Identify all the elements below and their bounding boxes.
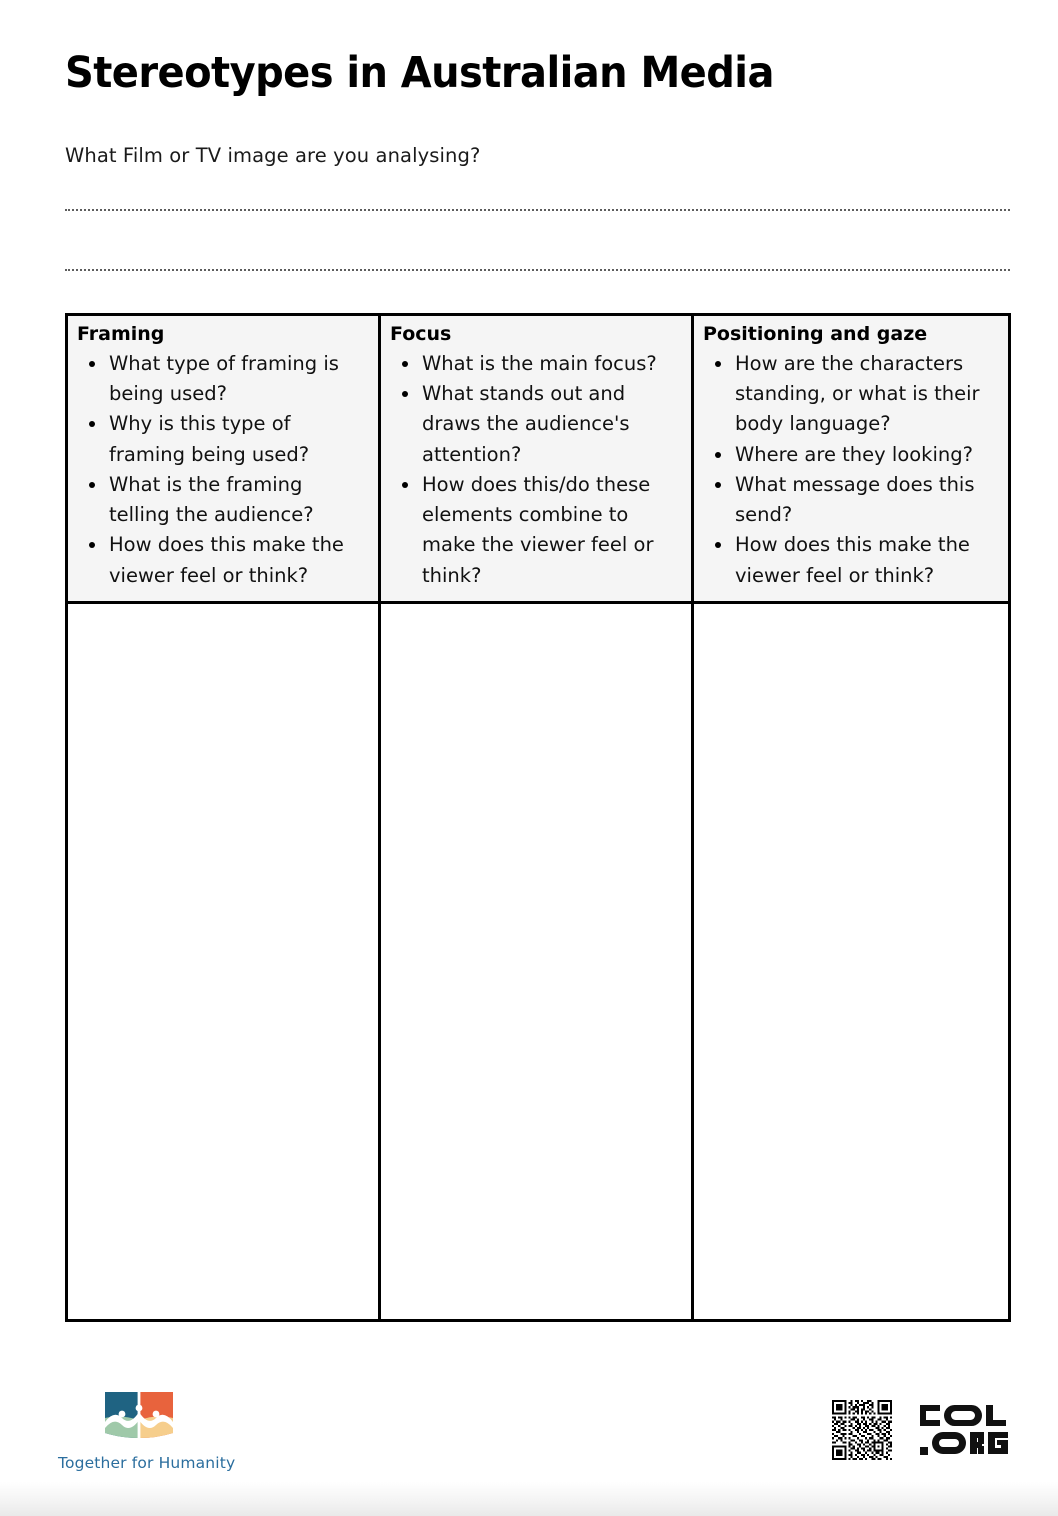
table-header-focus — [380, 315, 693, 603]
column-heading: Framing — [77, 323, 165, 346]
answer-lines — [65, 167, 1010, 271]
question-item: What is the main focus? — [420, 349, 682, 379]
analysis-table — [65, 313, 1011, 1322]
together-for-humanity-icon — [105, 1392, 173, 1445]
response-cell-positioning-and-gaze[interactable] — [693, 602, 1010, 1320]
page-title: Stereotypes in Australian Media — [65, 48, 774, 98]
together-for-humanity-label: Together for Humanity — [58, 1454, 236, 1472]
question-item: What message does this send? — [733, 470, 999, 530]
question-item: How does this make the viewer feel or think? — [107, 530, 369, 590]
response-cell-focus[interactable] — [380, 602, 693, 1320]
question-item: Where are they looking? — [733, 440, 999, 470]
qr-code[interactable] — [832, 1400, 892, 1460]
brand-marks — [832, 1400, 1010, 1460]
question-item: What stands out and draws the audience's attention? — [420, 379, 682, 470]
table-response-row — [67, 602, 1010, 1320]
table-header-framing — [67, 315, 380, 603]
question-list — [390, 349, 682, 591]
question-item: What type of framing is being used? — [107, 349, 369, 409]
column-heading: Positioning and gaze — [703, 323, 928, 346]
question-item: How does this/do these elements combine to make the viewer feel or think? — [420, 470, 682, 591]
prompt-question: What Film or TV image are you analysing? — [65, 144, 481, 168]
question-item: How does this make the viewer feel or think? — [733, 530, 999, 590]
question-list — [703, 349, 999, 591]
question-item: What is the framing telling the audience? — [107, 470, 369, 530]
response-cell-framing[interactable] — [67, 602, 380, 1320]
analysis-table-wrapper — [65, 271, 1010, 1322]
answer-line-1[interactable] — [65, 209, 1010, 211]
column-heading: Focus — [390, 323, 452, 346]
table-header-row — [67, 315, 1010, 603]
together-for-humanity-block — [58, 1392, 318, 1472]
question-list — [77, 349, 369, 591]
table-header-positioning-and-gaze — [693, 315, 1010, 603]
page-footer — [0, 1392, 1058, 1502]
question-item: How are the characters standing, or what is their body language? — [733, 349, 999, 440]
cool-org-logo[interactable] — [918, 1401, 1010, 1459]
page-content — [65, 0, 1010, 1322]
question-item: Why is this type of framing being used? — [107, 409, 369, 469]
